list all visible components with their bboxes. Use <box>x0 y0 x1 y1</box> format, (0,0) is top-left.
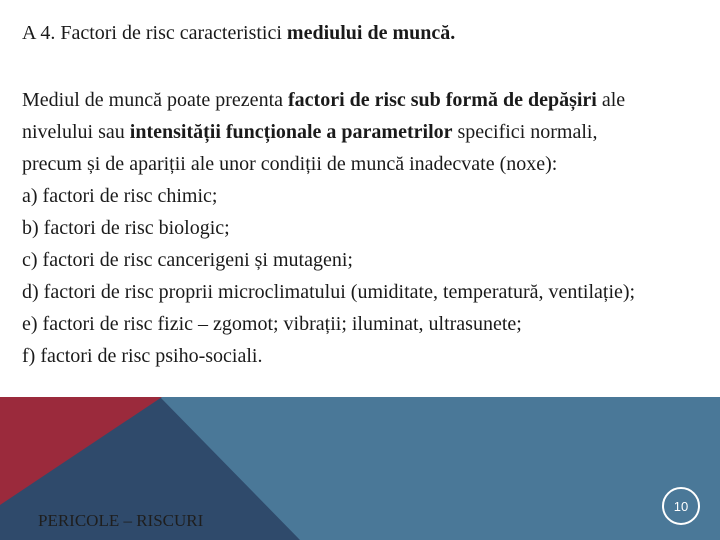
intro-text: nivelului sau <box>22 121 130 143</box>
list-item-b: b) factori de risc biologic; <box>22 217 230 239</box>
list-item-e: e) factori de risc fizic – zgomot; vibrații; iluminat, ultrasunete; <box>22 313 522 335</box>
intro-text: specifici normali, <box>452 121 598 143</box>
title-bold: mediului de muncă. <box>286 22 456 44</box>
title-prefix: A 4. Factori de risc caracteristici <box>22 22 287 44</box>
intro-bold: intensității funcționale a parametrilor <box>129 121 453 143</box>
page-number-badge: 10 <box>662 487 700 525</box>
intro-line-3: precum și de apariții ale unor condiții de muncă inadecvate (noxe): <box>22 153 558 175</box>
intro-line-2 <box>22 116 712 148</box>
intro-line-1 <box>22 84 712 116</box>
intro-bold: factori de risc sub formă de depășiri <box>288 89 597 111</box>
intro-text: Mediul de muncă poate prezenta <box>22 89 288 111</box>
slide-body <box>22 84 712 372</box>
footer-label: PERICOLE – RISCURI <box>38 511 204 530</box>
list-item-f: f) factori de risc psiho-sociali. <box>22 345 263 367</box>
slide-title <box>22 22 455 45</box>
list-item-c: c) factori de risc cancerigeni și mutageni; <box>22 249 353 271</box>
list-item-a: a) factori de risc chimic; <box>22 185 218 207</box>
list-item-d: d) factori de risc proprii microclimatului (umiditate, temperatură, ventilație); <box>22 281 636 303</box>
intro-text: ale <box>596 89 626 111</box>
